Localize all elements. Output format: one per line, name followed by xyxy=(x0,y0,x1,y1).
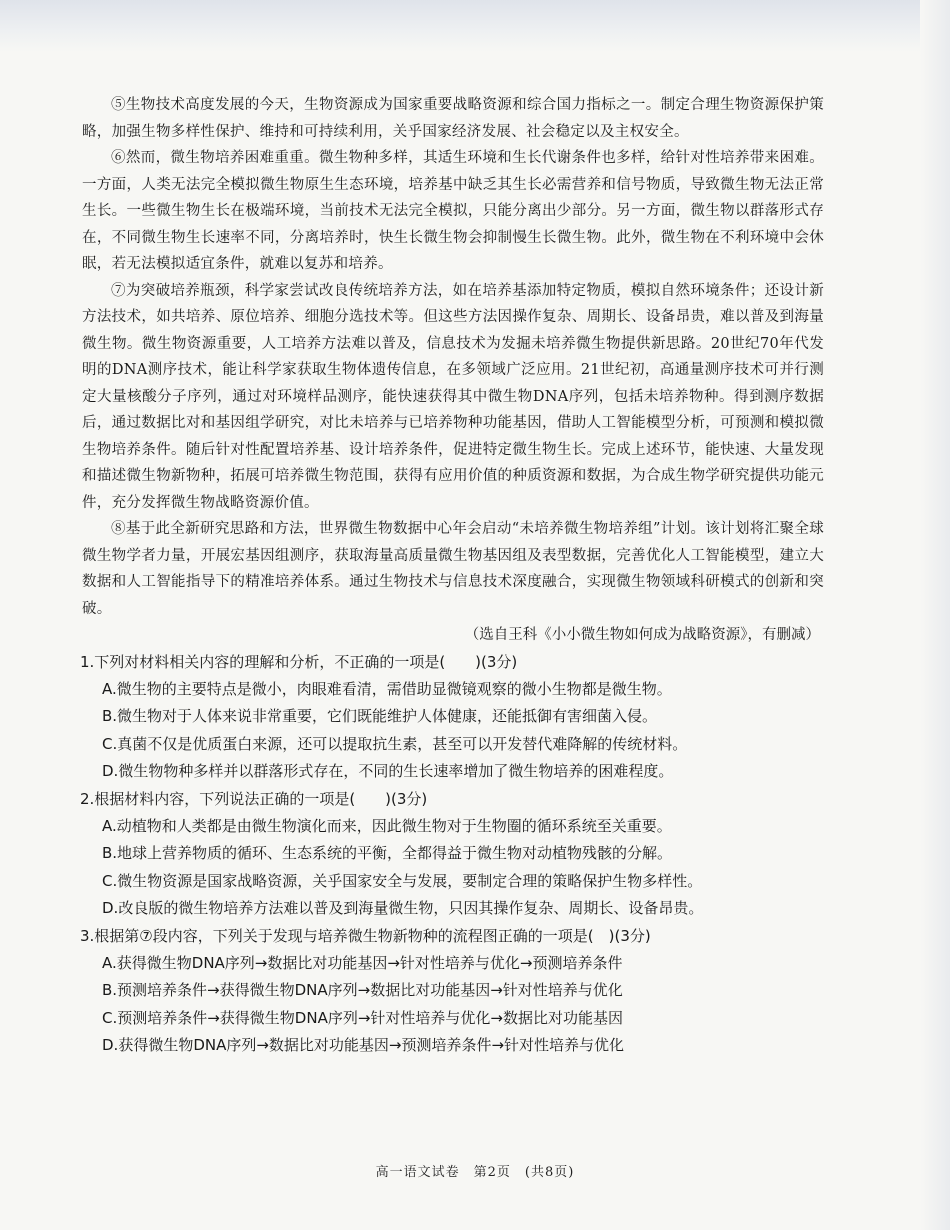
paragraph-5: ⑤生物技术高度发展的今天，生物资源成为国家重要战略资源和综合国力指标之一。制定合理生物资源保护策略，加强生物多样性保护、维持和可持续利用，关乎国家经济发展、社会稳定以及主权安全。 xyxy=(82,97,824,140)
option-b: B.预测培养条件→获得微生物DNA序列→数据比对功能基因→针对性培养与优化 xyxy=(102,981,623,999)
page-footer: 高一语文试卷 第2页 (共8页) xyxy=(375,1165,575,1180)
option-a: A.获得微生物DNA序列→数据比对功能基因→针对性培养与优化→预测培养条件 xyxy=(102,953,623,972)
option-b: B.地球上营养物质的循环、生态系统的平衡，全都得益于微生物对动植物残骸的分解。 xyxy=(102,844,673,862)
question-1 xyxy=(82,649,824,786)
page-right-shadow xyxy=(920,0,950,1230)
question-2 xyxy=(82,786,824,923)
question-stem: 1.下列对材料相关内容的理解和分析，不正确的一项是( )(3分) xyxy=(80,652,518,671)
option-b: B.微生物对于人体来说非常重要，它们既能维护人体健康，还能抵御有害细菌入侵。 xyxy=(102,707,658,725)
question-stem: 2.根据材料内容，下列说法正确的一项是( )(3分) xyxy=(80,789,428,808)
option-a: A.微生物的主要特点是微小，肉眼难看清，需借助显微镜观察的微小生物都是微生物。 xyxy=(102,679,672,698)
source-citation: （选自王科《小小微生物如何成为战略资源》，有删减） xyxy=(464,627,820,643)
paragraph-8: ⑧基于此全新研究思路和方法，世界微生物数据中心年会启动“未培养微生物培养组”计划。该计划将汇聚全球微生物学者力量，开展宏基因组测序，获取海量高质量微生物基因组及表型数据，完善优化人工智能模型，建立大数据和人工智能指导下的精准培养体系。通过生物技术与信息技术深度融合，实现微生物领域科研模式的创新和突破。 xyxy=(82,521,824,617)
option-a: A.动植物和人类都是由微生物演化而来，因此微生物对于生物圈的循环系统至关重要。 xyxy=(102,816,672,835)
option-d: D.获得微生物DNA序列→数据比对功能基因→预测培养条件→针对性培养与优化 xyxy=(102,1036,625,1054)
paragraph-6: ⑥然而，微生物培养困难重重。微生物种多样，其适生环境和生长代谢条件也多样，给针对性培养带来困难。一方面，人类无法完全模拟微生物原生生态环境，培养基中缺乏其生长必需营养和信号物质，导致微生物无法正常生长。一些微生物生长在极端环境，当前技术无法完全模拟，只能分离出少部分。另一方面，微生物以群落形式存在，不同微生物生长速率不同，分离培养时，快生长微生物会抑制慢生长微生物。此外，微生物在不利环境中会休眠，若无法模拟适宜条件，就难以复苏和培养。 xyxy=(82,150,824,272)
page-top-shadow xyxy=(0,0,950,52)
option-c: C.真菌不仅是优质蛋白来源，还可以提取抗生素，甚至可以开发替代难降解的传统材料。 xyxy=(102,734,688,753)
option-d: D.微生物物种多样并以群落形式存在，不同的生长速率增加了微生物培养的困难程度。 xyxy=(102,762,674,780)
paragraph-7: ⑦为突破培养瓶颈，科学家尝试改良传统培养方法，如在培养基添加特定物质，模拟自然环境条件；还设计新方法技术，如共培养、原位培养、细胞分选技术等。但这些方法因操作复杂、周期长、设备昂贵，难以普及到海量微生物。微生物资源重要，人工培养方法难以普及，信息技术为发掘未培养微生物提供新思路。20世纪70年代发明的DNA测序技术，能让科学家获取生物体遗传信息，在多领域广泛应用。21世纪初，高通量测序技术可并行测定大量核酸分子序列，通过对环境样品测序，能快速获得其中微生物DNA序列，包括未培养物种。得到测序数据后，通过数据比对和基因组学研究，对比未培养与已培养物种功能基因，借助人工智能模型分析，可预测和模拟微生物培养条件。随后针对性配置培养基、设计培养条件，促进特定微生物生长。完成上述环节，能快速、大量发现和描述微生物新物种，拓展可培养微生物范围，获得有应用价值的种质资源和数据，为合成生物学研究提供功能元件，充分发挥微生物战略资源价值。 xyxy=(82,282,824,511)
reading-content xyxy=(82,92,824,1060)
question-3 xyxy=(82,923,824,1060)
question-stem: 3.根据第⑦段内容，下列关于发现与培养微生物新物种的流程图正确的一项是( )(3分) xyxy=(80,926,651,945)
option-c: C.微生物资源是国家战略资源，关乎国家安全与发展，要制定合理的策略保护生物多样性。 xyxy=(102,871,703,890)
option-d: D.改良版的微生物培养方法难以普及到海量微生物，只因其操作复杂、周期长、设备昂贵。 xyxy=(102,899,704,917)
option-c: C.预测培养条件→获得微生物DNA序列→针对性培养与优化→数据比对功能基因 xyxy=(102,1008,623,1027)
